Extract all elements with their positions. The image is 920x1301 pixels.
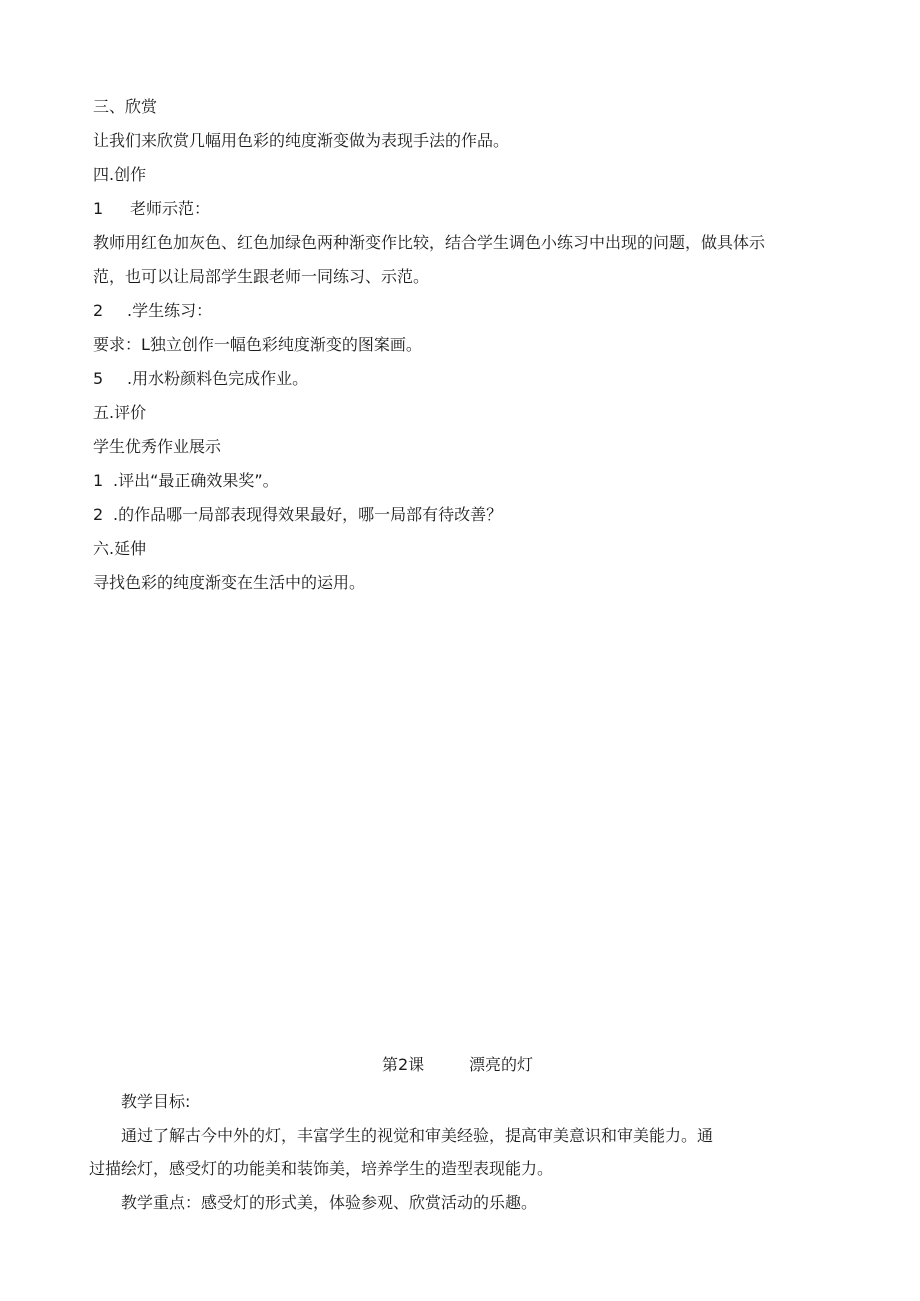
item-number: 2 <box>93 505 104 524</box>
item-number: 2 <box>93 301 104 320</box>
list-item <box>93 300 212 322</box>
goal-line1: 通过了解古今中外的灯，丰富学生的视觉和审美经验，提高审美意识和审美能力。通 <box>121 1126 714 1145</box>
item-text: .学生练习： <box>127 301 213 320</box>
item-number: 5 <box>93 369 104 388</box>
item-text: 老师示范： <box>130 199 211 218</box>
teacher-demo-para-line1: 教师用红色加灰色、红色加绿色两种渐变作比较，结合学生调色小练习中出现的问题，做具体示 <box>93 233 766 252</box>
requirement-text: 要求：L独立创作一幅色彩纯度渐变的图案画。 <box>93 335 422 354</box>
list-item <box>93 504 502 526</box>
goal-label: 教学目标: <box>121 1092 191 1111</box>
evaluation-sub: 学生优秀作业展示 <box>93 437 222 456</box>
lesson-name: 漂亮的灯 <box>469 1055 534 1074</box>
item-text: .的作品哪一局部表现得效果最好，哪一局部有待改善？ <box>113 505 503 524</box>
list-item <box>93 368 308 390</box>
section-heading-creation: 四.创作 <box>93 165 147 184</box>
item-text: .评出“最正确效果奖”。 <box>113 471 279 490</box>
section-heading-appreciation: 三、欣赏 <box>93 97 158 116</box>
item-text: .用水粉颜料色完成作业。 <box>127 369 309 388</box>
list-item <box>93 198 210 220</box>
section-heading-evaluation: 五.评价 <box>93 403 147 422</box>
lesson-number: 第2课 <box>382 1055 425 1074</box>
appreciation-text: 让我们来欣赏几幅用色彩的纯度渐变做为表现手法的作品。 <box>93 131 510 150</box>
extension-text: 寻找色彩的纯度渐变在生活中的运用。 <box>93 573 366 592</box>
goal-line2: 过描绘灯，感受灯的功能美和装饰美，培养学生的造型表现能力。 <box>89 1159 554 1178</box>
item-number: 1 <box>93 199 104 218</box>
list-item <box>93 470 279 492</box>
teacher-demo-para-line2: 范，也可以让局部学生跟老师一同练习、示范。 <box>93 267 430 286</box>
focus-text: 教学重点：感受灯的形式美，体验参观、欣赏活动的乐趣。 <box>121 1193 538 1212</box>
item-number: 1 <box>93 471 104 490</box>
section-heading-extension: 六.延伸 <box>93 539 147 558</box>
